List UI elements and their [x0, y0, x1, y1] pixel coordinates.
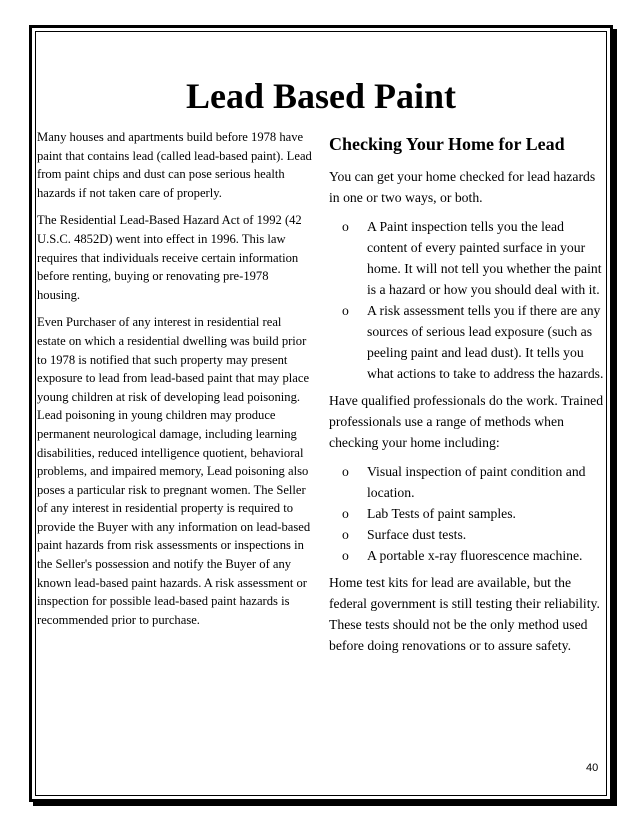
page-border-shadow-right — [613, 29, 617, 806]
bullet-marker: o — [342, 219, 349, 234]
page-border-shadow-bottom — [33, 802, 617, 806]
list-item-text: Visual inspection of paint condition and location. — [367, 464, 586, 500]
bullet-marker: o — [342, 506, 349, 521]
bullet-marker: o — [342, 303, 349, 318]
qualified-paragraph: Have qualified professionals do the work. Trained professionals use a range of methods when checking your home including: — [329, 393, 604, 450]
bullet-marker: o — [342, 548, 349, 563]
list-item — [329, 503, 606, 524]
bullet-marker: o — [342, 464, 349, 479]
closing-paragraph: Home test kits for lead are available, but the federal government is still testing their reliability. These tests should not be the only method used before doing renovations or to assure safety. — [329, 575, 600, 653]
intro-paragraph: Many houses and apartments build before 1978 have paint that contains lead (called lead-based paint). Lead from paint chips and dust can pose serious health hazards if not taken care of properly. — [37, 130, 312, 200]
page-title: Lead Based Paint — [185, 76, 457, 116]
list-item-text: Lab Tests of paint samples. — [367, 506, 516, 521]
inspection-ways-list — [329, 216, 606, 384]
list-item-text: A Paint inspection tells you the lead content of every painted surface in your home. It will not tell you whether the paint is a hazard or how you should deal with it. — [367, 219, 602, 297]
checking-intro: You can get your home checked for lead hazards in one or two ways, or both. — [329, 169, 596, 205]
left-column — [37, 128, 313, 638]
law-paragraph: The Residential Lead-Based Hazard Act of 1992 (42 U.S.C. 4852D) went into effect in 1996. This law requires that individuals receive certain information before renting, buying or renovating pre-1978 housing. — [37, 213, 302, 302]
section-heading: Checking Your Home for Lead — [329, 134, 565, 154]
list-item-text: A risk assessment tells you if there are any sources of serious lead exposure (such as peeling paint and lead dust). It tells you what actions to take to address the hazards. — [367, 303, 604, 381]
list-item — [329, 524, 606, 545]
methods-list — [329, 461, 606, 566]
list-item — [329, 300, 606, 384]
list-item-text: Surface dust tests. — [367, 527, 467, 542]
bullet-marker: o — [342, 527, 349, 542]
right-column — [329, 132, 606, 664]
list-item-text: A portable x-ray fluorescence machine. — [367, 548, 583, 563]
list-item — [329, 216, 606, 300]
purchaser-paragraph: Even Purchaser of any interest in residential real estate on which a residential dwelling was build prior to 1978 is notified that such property may present exposure to lead from lead-based paint that may place young children at risk of developing lead poisoning. Lead poisoning in young children may produce permanent neurological damage, including learning disabilities, reduced intelligence quotient, behavioral problems, and impaired memory, Lead poisoning also poses a particular risk to pregnant women. The Seller of any interest in residential property is required to provide the Buyer with any information on lead-based paint hazards from risk assessments or inspections in the Seller's possession and notify the Buyer of any known lead-based paint hazards. A risk assessment or inspection for possible lead-based paint hazards is recommended prior to purchase. — [37, 315, 311, 627]
list-item — [329, 545, 606, 566]
page-number: 40 — [586, 762, 599, 774]
list-item — [329, 461, 606, 503]
